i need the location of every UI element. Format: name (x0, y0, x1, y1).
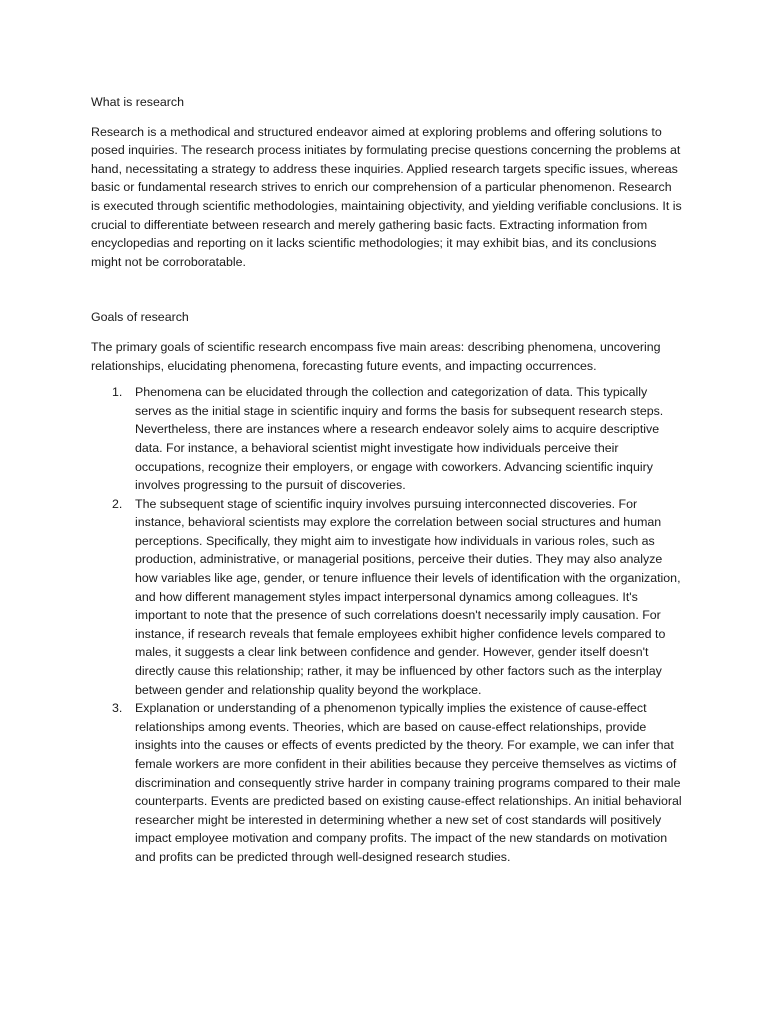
document-body (91, 93, 683, 867)
list-item-text: Phenomena can be elucidated through the collection and categorization of data. This typically serves as the initial stage in scientific inquiry and forms the basis for subsequent research steps. Nevertheless, there are instances where a research endeavor solely aims to acquire descriptive data. For instance, a behavioral scientist might investigate how individuals perceive their occupations, recognize their employers, or engage with coworkers. Advancing scientific inquiry involves progressing to the pursuit of discoveries. (135, 385, 664, 493)
list-item (112, 495, 683, 700)
goals-numbered-list (91, 383, 683, 866)
list-item-number: 2. (112, 496, 123, 511)
goals-intro-paragraph: The primary goals of scientific research encompass five main areas: describing phenomena, uncovering relationships, elucidating phenomena, forecasting future events, and impacting occurrences. (91, 339, 661, 373)
list-item-text: Explanation or understanding of a phenomenon typically implies the existence of cause-effect relationships among events. Theories, which are based on cause-effect relationships, provide insights into the causes or effects of events predicted by the theory. For example, we can infer that female workers are more confident in their abilities because they perceive themselves as victims of discrimination and consequently strive harder in company training programs compared to their male counterparts. Events are predicted based on existing cause-effect relationships. An initial behavioral researcher might be interested in determining whether a new set of cost standards will positively impact employee motivation and company profits. The impact of the new standards on motivation and profits can be predicted through well-designed research studies. (135, 701, 682, 864)
section-heading-goals-of-research: Goals of research (91, 310, 189, 325)
list-item-text: The subsequent stage of scientific inquiry involves pursuing interconnected discoveries. For instance, behavioral scientists may explore the correlation between social structures and human perceptions. Specifically, they might aim to investigate how individuals in various roles, such as production, administrative, or managerial positions, perceive their duties. They may also analyze how variables like age, gender, or tenure influence their levels of identification with the organization, and how different management styles impact interpersonal dynamics among colleagues. It's important to note that the presence of such correlations doesn't necessarily imply causation. For instance, if research reveals that female employees exhibit higher confidence levels compared to males, it suggests a clear link between confidence and gender. However, gender itself doesn't directly cause this relationship; rather, it may be influenced by other factors such as the interplay between gender and relationship quality beyond the workplace. (135, 496, 681, 697)
list-item (112, 383, 683, 495)
research-definition-paragraph: Research is a methodical and structured endeavor aimed at exploring problems and offering solutions to posed inquiries. The research process initiates by formulating precise questions concerning the problems at hand, necessitating a strategy to address these inquiries. Applied research targets specific issues, whereas basic or fundamental research strives to enrich our comprehension of a particular phenomenon. Research is executed through scientific methodologies, maintaining objectivity, and yielding verifiable conclusions. It is crucial to differentiate between research and merely gathering basic facts. Extracting information from encyclopedias and reporting on it lacks scientific methodologies; it may exhibit bias, and its conclusions might not be corroboratable. (91, 124, 682, 269)
list-item (112, 699, 683, 866)
list-item-number: 1. (112, 385, 123, 400)
section-heading-what-is-research: What is research (91, 95, 184, 109)
list-item-number: 3. (112, 701, 123, 716)
